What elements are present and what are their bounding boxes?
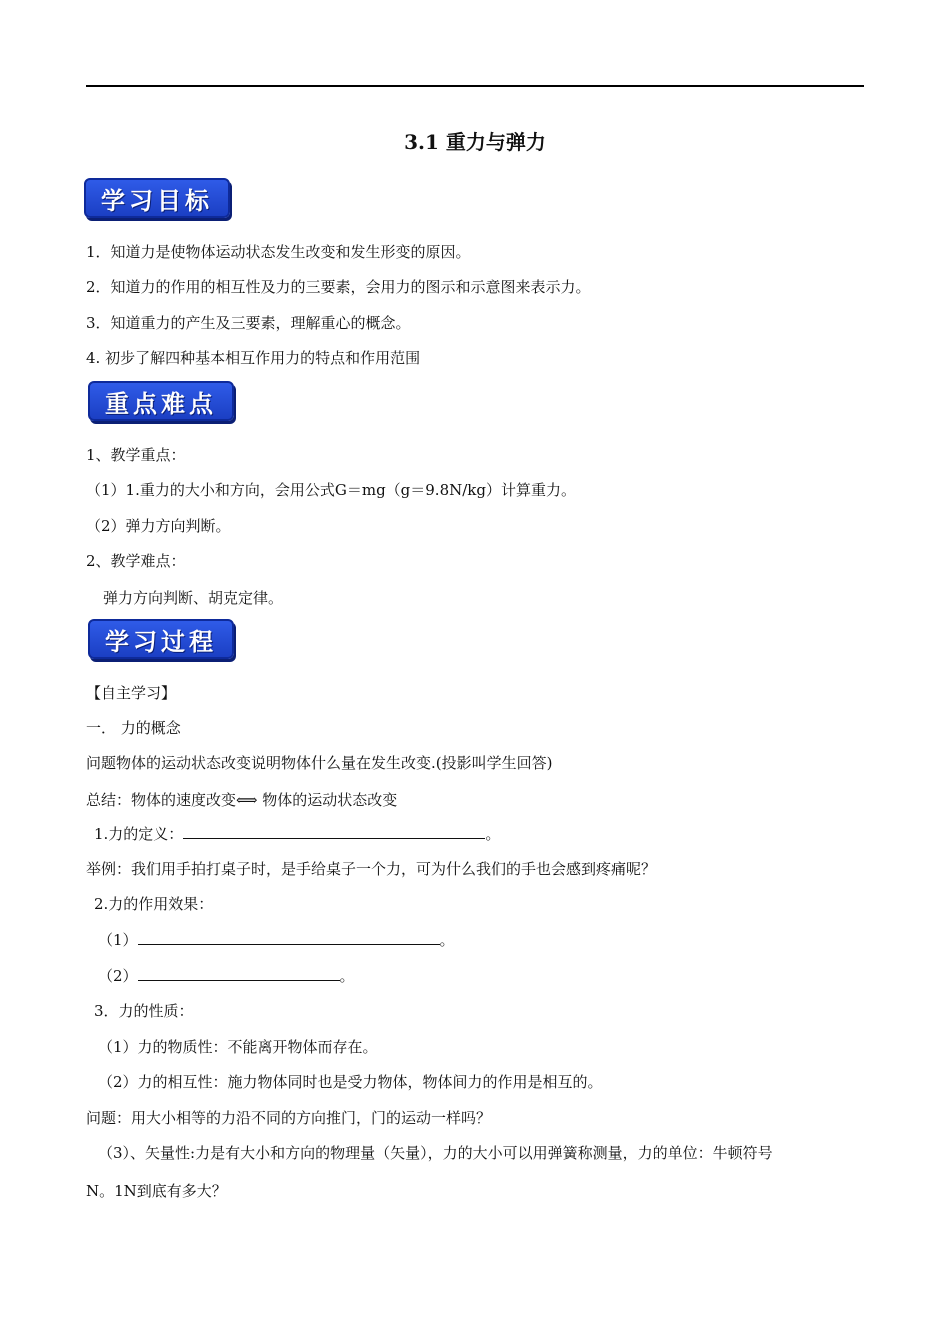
key-point-item: （2）弹力方向判断。 — [86, 517, 231, 535]
effect-row-2 — [98, 966, 355, 986]
nature-item: （2）力的相互性：施力物体同时也是受力物体，物体间力的作用是相互的。 — [98, 1073, 603, 1091]
header-rule — [86, 85, 864, 87]
key-points-heading: 1、教学重点： — [86, 446, 186, 464]
page-title: 3.1 重力与弹力 — [404, 130, 546, 154]
effect-blank-2[interactable] — [138, 966, 340, 981]
blank-end: 。 — [339, 967, 355, 985]
blank-end: 。 — [439, 931, 455, 949]
effect-label: （2） — [98, 967, 138, 985]
section-badge-key-points: 重点难点 — [88, 381, 234, 421]
definition-label: 1.力的定义： — [94, 825, 184, 843]
example-text: 举例：我们用手拍打桌子时，是手给桌子一个力，可为什么我们的手也会感到疼痛呢？ — [86, 860, 657, 878]
goal-item: 2．知道力的作用的相互性及力的三要素，会用力的图示和示意图来表示力。 — [86, 278, 591, 296]
nature-heading: 3．力的性质： — [94, 1002, 194, 1020]
section-badge-goals: 学习目标 — [84, 178, 230, 218]
difficulty-text: 弹力方向判断、胡克定律。 — [103, 589, 284, 607]
section-badge-process: 学习过程 — [88, 619, 234, 659]
key-point-item: （1）1.重力的大小和方向，会用公式G＝mg（g＝9.8N/kg）计算重力。 — [86, 481, 576, 499]
definition-row — [94, 824, 500, 844]
blank-end: 。 — [485, 825, 501, 843]
self-study-heading: 【自主学习】 — [86, 684, 177, 702]
question-text: 问题：用大小相等的力沿不同的方向推门，门的运动一样吗？ — [86, 1109, 492, 1127]
summary-text: 总结：物体的速度改变⟺ 物体的运动状态改变 — [86, 791, 398, 809]
goal-item: 1．知道力是使物体运动状态发生改变和发生形变的原因。 — [86, 243, 471, 261]
difficulty-heading: 2、教学难点： — [86, 552, 186, 570]
nature-item: （3）、矢量性:力是有大小和方向的物理量（矢量），力的大小可以用弹簧称测量，力的单位：牛顿符号 — [98, 1144, 773, 1162]
goal-item: 4. 初步了解四种基本相互作用力的特点和作用范围 — [86, 349, 421, 367]
concept-heading: 一． 力的概念 — [86, 719, 181, 737]
effect-label: （1） — [98, 931, 138, 949]
nature-item: （1）力的物质性：不能离开物体而存在。 — [98, 1038, 378, 1056]
effect-row-1 — [98, 930, 455, 950]
nature-item-continued: N。1N到底有多大？ — [86, 1182, 227, 1200]
effect-heading: 2.力的作用效果： — [94, 895, 214, 913]
definition-blank[interactable] — [183, 824, 485, 839]
question-text: 问题物体的运动状态改变说明物体什么量在发生改变.(投影叫学生回答) — [86, 754, 553, 772]
goal-item: 3．知道重力的产生及三要素，理解重心的概念。 — [86, 314, 411, 332]
effect-blank-1[interactable] — [138, 930, 440, 945]
